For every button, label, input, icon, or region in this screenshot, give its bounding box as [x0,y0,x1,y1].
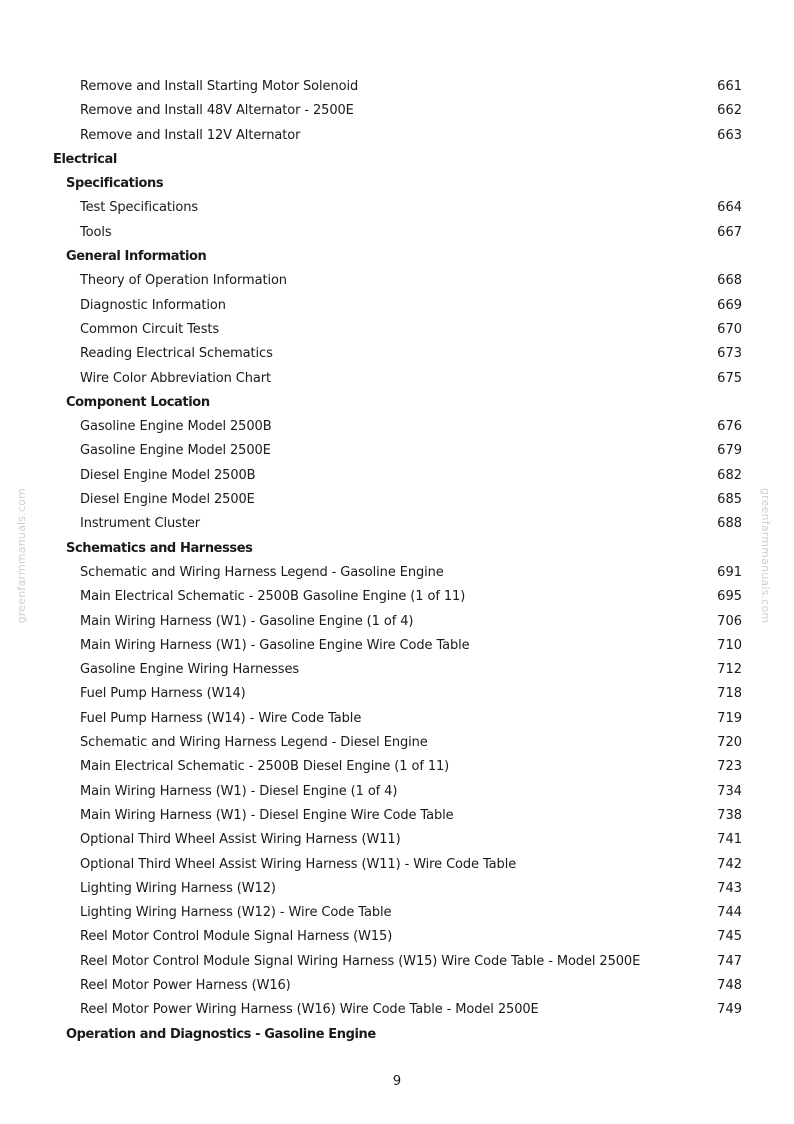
toc-entry[interactable] [0,877,794,901]
toc-entry-title: Diagnostic Information [80,297,226,313]
toc-entry[interactable] [0,925,794,949]
toc-entry-title: Schematic and Wiring Harness Legend - Gasoline Engine [80,564,444,580]
watermark-right: greenfarmmanuals.com [759,488,772,624]
toc-entry-title: Fuel Pump Harness (W14) [80,686,246,702]
toc-entry[interactable] [0,998,794,1022]
toc-entry-page-number: 662 [717,103,742,119]
toc-entry-title: Schematics and Harnesses [66,540,253,556]
toc-entry[interactable] [0,780,794,804]
toc-entry[interactable] [0,196,794,220]
toc-entry-title: Gasoline Engine Wiring Harnesses [80,662,300,678]
watermark-left: greenfarmmanuals.com [15,488,28,624]
toc-entry-title: Remove and Install 48V Alternator - 2500E [80,103,354,119]
toc-entry-page-number: 676 [717,419,742,435]
toc-entry-page-number: 741 [717,832,742,848]
toc-entry-page-number: 742 [717,856,742,872]
toc-entry-title: Lighting Wiring Harness (W12) - Wire Code Table [80,905,392,921]
toc-section-heading [0,172,794,196]
toc-entry-page-number: 663 [717,127,742,143]
toc-entry-page-number: 747 [717,953,742,969]
toc-entry-title: Main Wiring Harness (W1) - Gasoline Engine Wire Code Table [80,637,470,653]
toc-entry-page-number: 673 [717,346,742,362]
toc-entry[interactable] [0,512,794,536]
toc-entry-title: Fuel Pump Harness (W14) - Wire Code Table [80,710,362,726]
toc-entry-title: Tools [80,224,112,240]
toc-entry-title: Common Circuit Tests [80,321,220,337]
toc-entry[interactable] [0,585,794,609]
toc-entry-page-number: 706 [717,613,742,629]
toc-entry[interactable] [0,269,794,293]
toc-entry-title: Remove and Install 12V Alternator [80,127,301,143]
toc-entry-page-number: 718 [717,686,742,702]
toc-entry-page-number: 710 [717,637,742,653]
toc-entry[interactable] [0,707,794,731]
toc-section-heading [0,148,794,172]
toc-entry-title: Main Wiring Harness (W1) - Diesel Engine Wire Code Table [80,807,454,823]
toc-section-heading [0,245,794,269]
toc-entry-page-number: 695 [717,589,742,605]
toc-entry-title: Diesel Engine Model 2500B [80,467,256,483]
toc-entry-page-number: 675 [717,370,742,386]
toc-entry-title: General Information [66,249,207,265]
toc-entry-page-number: 738 [717,807,742,823]
toc-entry[interactable] [0,464,794,488]
toc-entry[interactable] [0,682,794,706]
toc-entry-title: Operation and Diagnostics - Gasoline Engine [66,1026,376,1042]
toc-entry-page-number: 744 [717,905,742,921]
toc-entry-title: Lighting Wiring Harness (W12) [80,880,276,896]
toc-entry[interactable] [0,634,794,658]
toc-entry-title: Remove and Install Starting Motor Solenoid [80,79,359,94]
toc-entry-page-number: 734 [717,783,742,799]
toc-entry-title: Diesel Engine Model 2500E [80,492,255,508]
toc-entry[interactable] [0,294,794,318]
toc-entry-title: Gasoline Engine Model 2500E [80,443,271,459]
toc-entry-page-number: 720 [717,735,742,751]
toc-entry[interactable] [0,610,794,634]
toc-entry-title: Component Location [66,394,210,410]
toc-entry[interactable] [0,415,794,439]
toc-entry[interactable] [0,439,794,463]
toc-entry-title: Optional Third Wheel Assist Wiring Harness (W11) [80,832,401,848]
toc-entry[interactable] [0,221,794,245]
toc-entry-page-number: 749 [717,1002,742,1018]
toc-entry[interactable] [0,488,794,512]
toc-entry-page-number: 685 [717,492,742,508]
toc-entry-title: Main Electrical Schematic - 2500B Gasoline Engine (1 of 11) [80,589,466,605]
toc-entry-page-number: 743 [717,880,742,896]
toc-entry-title: Schematic and Wiring Harness Legend - Diesel Engine [80,735,428,751]
page-number: 9 [392,1074,402,1089]
toc-entry[interactable] [0,950,794,974]
toc-entry-title: Optional Third Wheel Assist Wiring Harness (W11) - Wire Code Table [80,856,517,872]
toc-entry-title: Specifications [66,176,164,192]
toc-entry[interactable] [0,99,794,123]
table-of-contents [0,75,794,1047]
toc-entry-page-number: 664 [717,200,742,216]
toc-entry-title: Main Wiring Harness (W1) - Gasoline Engine (1 of 4) [80,613,414,629]
toc-entry[interactable] [0,75,794,99]
toc-entry-title: Main Wiring Harness (W1) - Diesel Engine (1 of 4) [80,783,398,799]
toc-entry-title: Instrument Cluster [80,516,200,532]
toc-entry-title: Reel Motor Control Module Signal Wiring Harness (W15) Wire Code Table - Model 2500E [80,953,641,969]
toc-entry-page-number: 669 [717,297,742,313]
toc-entry-title: Electrical [53,151,117,167]
toc-entry-page-number: 691 [717,564,742,580]
toc-entry[interactable] [0,318,794,342]
toc-entry-page-number: 712 [717,662,742,678]
toc-section-heading [0,391,794,415]
toc-entry-page-number: 668 [717,273,742,289]
toc-entry-page-number: 748 [717,977,742,993]
toc-entry-title: Theory of Operation Information [80,273,287,289]
toc-entry-page-number: 688 [717,516,742,532]
toc-entry-page-number: 745 [717,929,742,945]
toc-entry[interactable] [0,658,794,682]
toc-entry-page-number: 670 [717,321,742,337]
toc-entry[interactable] [0,342,794,366]
toc-entry-title: Reel Motor Power Harness (W16) [80,977,291,993]
toc-entry-title: Gasoline Engine Model 2500B [80,419,272,435]
toc-entry[interactable] [0,974,794,998]
toc-entry-page-number: 661 [717,79,742,94]
toc-entry[interactable] [0,853,794,877]
toc-entry-title: Reel Motor Power Wiring Harness (W16) Wire Code Table - Model 2500E [80,1002,539,1018]
toc-entry-title: Test Specifications [80,200,199,216]
toc-entry-title: Wire Color Abbreviation Chart [80,370,272,386]
toc-section-heading [0,537,794,561]
toc-section-heading [0,1023,794,1047]
toc-entry-page-number: 667 [717,224,742,240]
toc-entry[interactable] [0,755,794,779]
toc-entry[interactable] [0,124,794,148]
toc-entry[interactable] [0,561,794,585]
toc-entry-page-number: 723 [717,759,742,775]
toc-entry[interactable] [0,901,794,925]
toc-entry-page-number: 719 [717,710,742,726]
toc-entry-page-number: 679 [717,443,742,459]
toc-entry[interactable] [0,731,794,755]
toc-entry[interactable] [0,804,794,828]
toc-entry[interactable] [0,828,794,852]
toc-entry-title: Reading Electrical Schematics [80,346,273,362]
toc-entry-title: Main Electrical Schematic - 2500B Diesel Engine (1 of 11) [80,759,450,775]
toc-entry[interactable] [0,367,794,391]
toc-entry-page-number: 682 [717,467,742,483]
toc-entry-title: Reel Motor Control Module Signal Harness (W15) [80,929,393,945]
